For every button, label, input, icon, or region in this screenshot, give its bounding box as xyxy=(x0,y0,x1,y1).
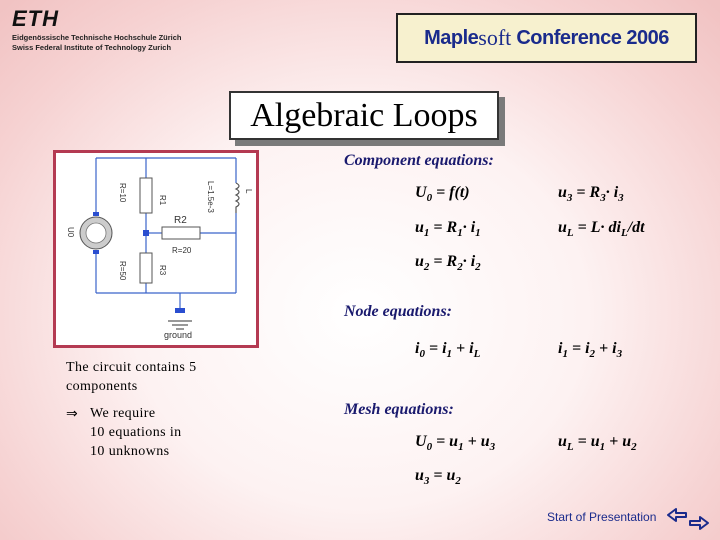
r3-value: R=50 xyxy=(118,261,127,281)
equation-i0: $i_0 = i_1 + i_L$ xyxy=(415,340,481,361)
requirement-line3: 10 unknowns xyxy=(90,444,170,459)
r1-label: R1 xyxy=(158,195,167,206)
component-equations-heading: Component equations: xyxy=(344,152,494,169)
start-of-presentation-link[interactable]: Start of Presentation xyxy=(547,510,657,524)
eth-logo xyxy=(12,8,202,64)
equation-u1: $u_1 = R_1\cdot i_1$ xyxy=(415,219,481,240)
slide-title: Algebraic Loops xyxy=(229,91,499,140)
nav-left-arrow-icon[interactable] xyxy=(668,509,686,521)
l-inductor xyxy=(236,183,239,213)
circuit-info-line1: The circuit contains 5 xyxy=(66,360,197,375)
ground-symbol xyxy=(168,321,192,329)
requirement-line1: We require xyxy=(90,406,156,421)
circuit-info-line2: components xyxy=(66,379,138,394)
conference-soft: soft xyxy=(478,25,512,50)
eth-logo-line1: Eidgenössische Technische Hochschule Zürich xyxy=(12,33,182,42)
conference-maple: Maple xyxy=(424,26,479,49)
requirement-line2: 10 equations in xyxy=(90,425,182,440)
l-value: L=1.5e-3 xyxy=(206,181,215,213)
equation-u0: $U_0 = f(t)$ xyxy=(415,184,470,205)
l-label: L xyxy=(244,189,253,194)
r3-label: R3 xyxy=(158,265,167,276)
double-right-arrow-icon: ⇒ xyxy=(66,406,78,422)
voltage-source-inner xyxy=(86,223,106,243)
r1-value: R=10 xyxy=(118,183,127,203)
node-dot xyxy=(143,230,149,236)
equation-u3: $u_3 = R_3\cdot i_3$ xyxy=(558,184,624,205)
equation-u2: $u_2 = R_2\cdot i_2$ xyxy=(415,253,481,274)
nav-arrows-svg xyxy=(666,507,710,531)
r2-resistor xyxy=(162,227,200,239)
equation-mesh-ul: $u_L = u_1 + u_2$ xyxy=(558,433,637,454)
source-label: U0 xyxy=(66,227,75,238)
nav-right-arrow-icon[interactable] xyxy=(690,517,708,529)
circuit-svg xyxy=(56,153,256,345)
eth-logo-line2: Swiss Federal Institute of Technology Zurich xyxy=(12,43,172,52)
equation-i1: $i_1 = i_2 + i_3$ xyxy=(558,340,623,361)
ground-node xyxy=(175,308,185,313)
r3-resistor xyxy=(140,253,152,283)
node-dot xyxy=(93,250,99,254)
circuit-diagram xyxy=(53,150,259,348)
r1-resistor xyxy=(140,178,152,213)
left-right-arrows-icon[interactable] xyxy=(666,507,710,536)
conference-year: Conference 2006 xyxy=(511,26,669,49)
r2-value: R=20 xyxy=(172,246,192,255)
r2-label: R2 xyxy=(174,215,187,226)
equation-mesh-u3: $u_3 = u_2$ xyxy=(415,467,461,488)
equation-ul: $u_L = L\cdot di_L/dt$ xyxy=(558,219,645,240)
conference-banner xyxy=(396,13,697,63)
eth-wordmark: ETH xyxy=(12,6,59,31)
circuit-info-text xyxy=(66,358,236,396)
ground-label: ground xyxy=(164,330,193,340)
mesh-equations-heading: Mesh equations: xyxy=(344,401,454,418)
node-equations-heading: Node equations: xyxy=(344,303,452,320)
equation-mesh-u0: $U_0 = u_1 + u_3$ xyxy=(415,433,496,454)
node-dot xyxy=(93,212,99,216)
